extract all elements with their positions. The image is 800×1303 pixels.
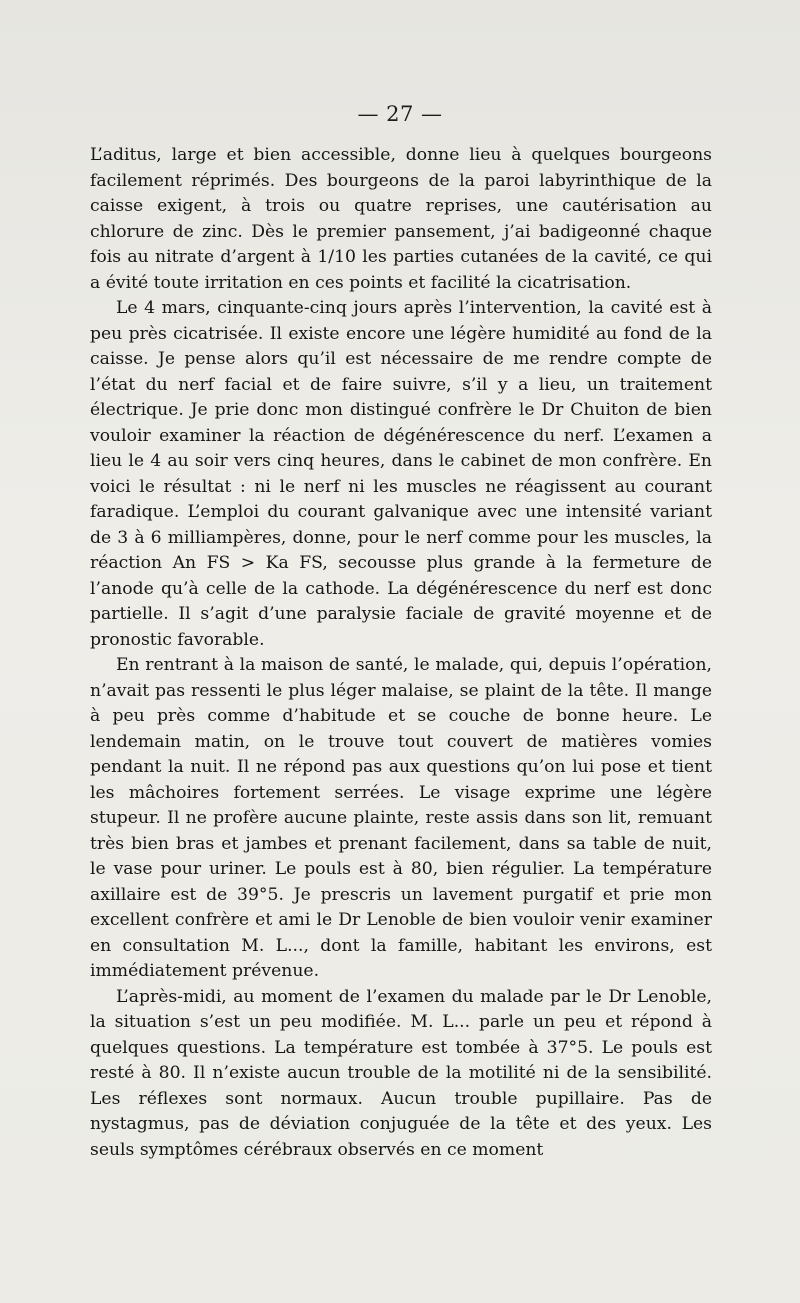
paragraph-1: L’aditus, large et bien accessible, donne lieu à quelques bourgeons facilement réprimés. Des bourgeons de la paroi labyrinthique de la caisse exigent, à trois ou quatre reprises, une cautérisation au chlorure de zinc. Dès le premier pansement, j’ai badigeonné chaque fois au nitrate d’argent à 1/10 les parties cutanées de la cavité, ce qui a évité toute irritation en ces points et facilité la cicatrisation. — [90, 145, 712, 293]
paragraph-4: L’après-midi, au moment de l’examen du malade par le Dr Lenoble, la situation s’est un peu modifiée. M. L... parle un peu et répond à quelques questions. La température est tombée à 37°5. Le pouls est resté à 80. Il n’existe aucun trouble de la motilité ni de la sensibilité. Les réflexes sont normaux. Aucun trouble pupillaire. Pas de nystagmus, pas de déviation conjuguée de la tête et des yeux. Les seuls symptômes cérébraux observés en ce moment — [90, 986, 712, 1160]
paragraph-3: En rentrant à la maison de santé, le malade, qui, depuis l’opération, n’avait pas ressenti le plus léger malaise, se plaint de la tête. Il mange à peu près comme d’habitude et se couche de bonne heure. Le lendemain matin, on le trouve tout couvert de matières vomies pendant la nuit. Il ne répond pas aux questions qu’on lui pose et tient les mâchoires fortement serrées. Le visage exprime une légère stupeur. Il ne profère aucune plainte, reste assis dans son lit, remuant très bien bras et jambes et prenant facilement, dans sa table de nuit, le vase pour uriner. Le pouls est à 80, bien régulier. La température axillaire est de 39°5. Je prescris un lavement purgatif et prie mon excellent confrère et ami le Dr Lenoble de bien vouloir venir examiner en consultation M. L..., dont la famille, habitant les environs, est immédiatement prévenue. — [90, 655, 712, 981]
paragraph-2: Le 4 mars, cinquante-cinq jours après l’intervention, la cavité est à peu près cicatrisée. Il existe encore une légère humidité au fond de la caisse. Je pense alors qu’il est nécessaire de me rendre compte de l’état du nerf facial et de faire suivre, s’il y a lieu, un traitement électrique. Je prie donc mon distingué confrère le Dr Chuiton de bien vouloir examiner la réaction de dégénérescence du nerf. L’examen a lieu le 4 au soir vers cinq heures, dans le cabinet de mon confrère. En voici le résultat : ni le nerf ni les muscles ne réagissent au courant faradique. L’emploi du courant galvanique avec une intensité variant de 3 à 6 milliampères, donne, pour le nerf comme pour les muscles, la réaction An FS > Ka FS, secousse plus grande à la fermeture de l’anode qu’à celle de la cathode. La dégénérescence du nerf est donc partielle. Il s’agit d’une paralysie faciale de gravité moyenne et de pronostic favorable. — [90, 298, 712, 650]
page-number: — 27 — — [357, 102, 443, 126]
body-text — [90, 143, 712, 1163]
